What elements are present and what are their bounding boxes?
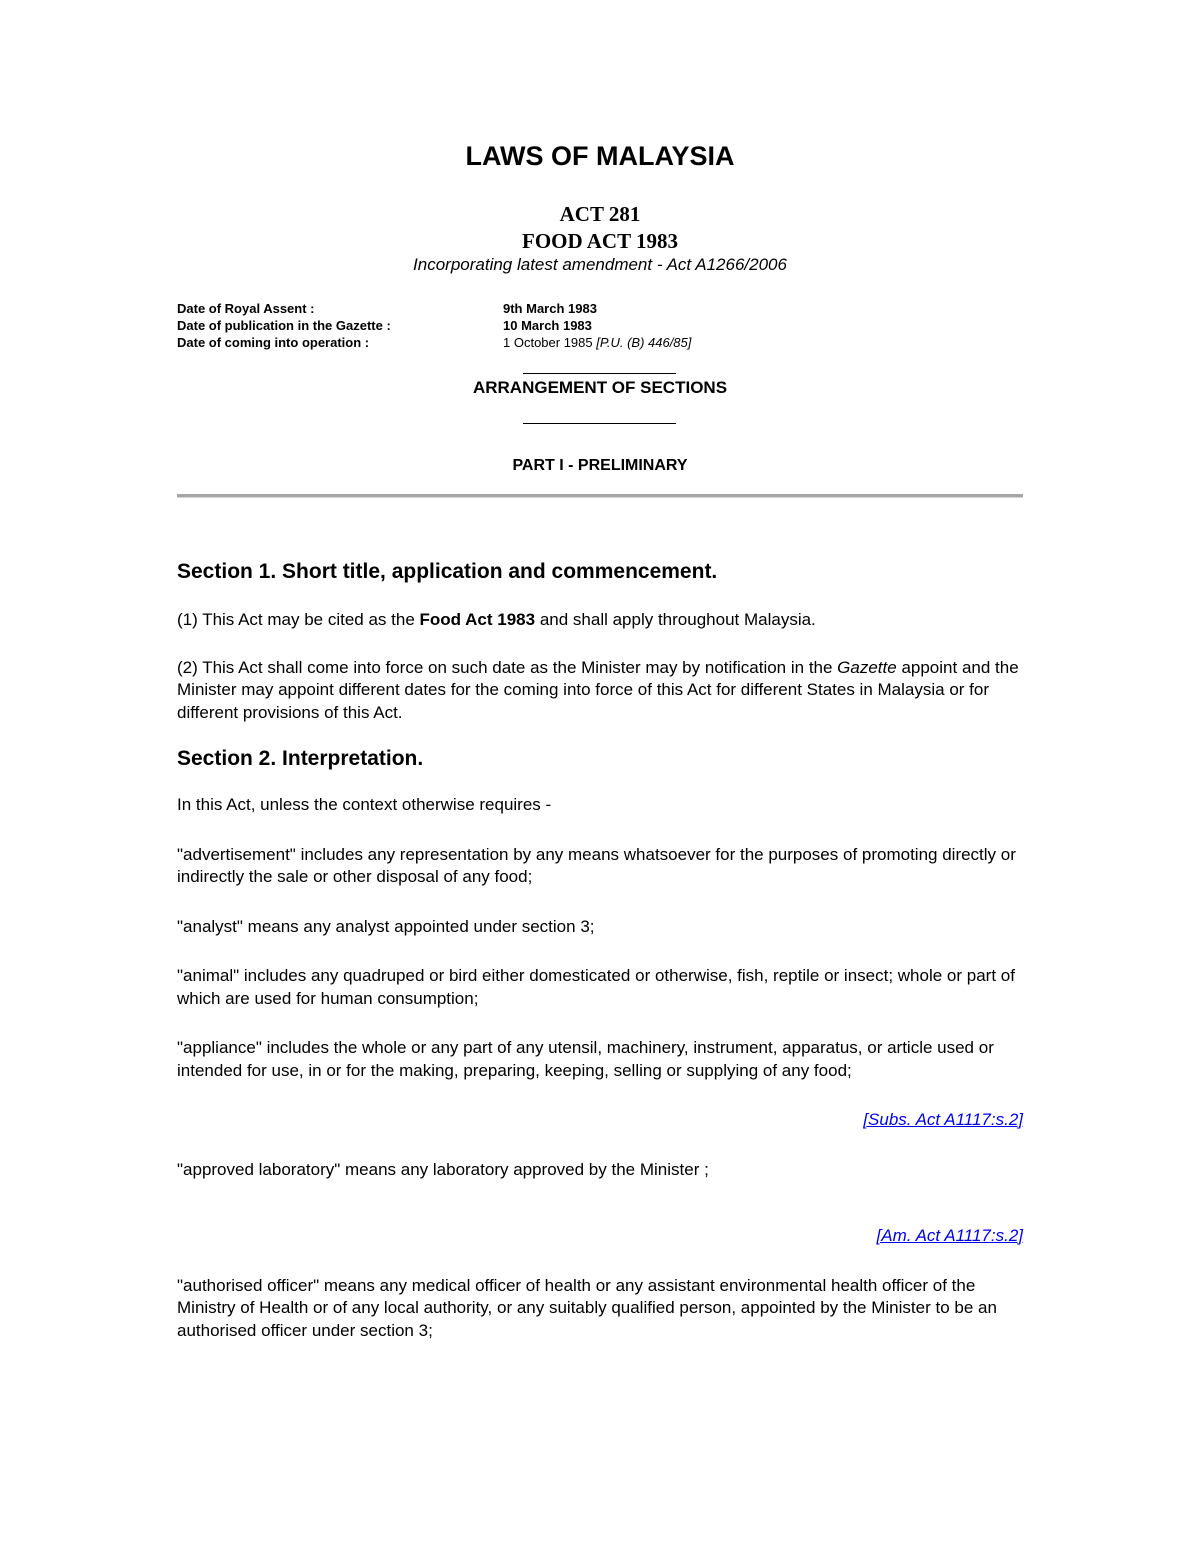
definition-advertisement: "advertisement" includes any representation by any means whatsoever for the purposes of promoting directly or indirectly the sale or other disposal of any food; (177, 844, 1016, 886)
date-label: Date of coming into operation : (177, 335, 370, 350)
document-body (177, 556, 1023, 1342)
amendment-reference-link[interactable] (177, 1109, 1023, 1132)
text-run-bold: Food Act 1983 (419, 610, 536, 629)
date-value (503, 334, 691, 351)
text-run: appoint and the Minister may appoint different dates for the coming into force of this Act for different States in Malaysia or for different provisions of this Act. (177, 657, 1019, 722)
date-row-operation (177, 334, 877, 351)
text-run-italic: Gazette (837, 657, 897, 677)
definition-animal: "animal" includes any quadruped or bird either domesticated or otherwise, fish, reptile or insect; whole or part of which are used for human consumption; (177, 966, 1015, 1008)
date-row-publication (177, 317, 877, 334)
divider-bottom (523, 423, 676, 424)
dates-table (177, 300, 877, 351)
section-2-heading: Section 2. Interpretation. (177, 747, 424, 770)
date-value: 10 March 1983 (503, 318, 592, 333)
date-value-note: [P.U. (B) 446/85] (596, 335, 692, 350)
amendment-reference-link[interactable] (177, 1225, 1023, 1248)
arrangement-heading: ARRANGEMENT OF SECTIONS (472, 378, 728, 397)
section-1-paragraph-2 (177, 657, 1023, 725)
document-title: LAWS OF MALAYSIA (465, 141, 735, 171)
horizontal-rule (177, 494, 1023, 498)
section-1-paragraph-1 (177, 609, 1023, 632)
definition-appliance: "appliance" includes the whole or any part of any utensil, machinery, instrument, apparatus, or article used or intended for use, in or for the making, preparing, keeping, selling or supplying of any food; (177, 1038, 994, 1080)
amendment-reference-text[interactable]: [Am. Act A1117:s.2] (876, 1226, 1023, 1245)
date-label: Date of publication in the Gazette : (177, 318, 391, 333)
date-row-royal-assent (177, 300, 877, 317)
text-run: (1) This Act may be cited as the (177, 610, 420, 629)
definition-approved-laboratory: "approved laboratory" means any laboratory approved by the Minister ; (177, 1159, 709, 1179)
part-heading: PART I - PRELIMINARY (512, 457, 688, 474)
definition-authorised-officer: "authorised officer" means any medical officer of health or any assistant environmental health officer of the Ministry of Health or of any local authority, or any suitably qualified person, appointed by the Minister to be an authorised officer under section 3; (177, 1275, 997, 1340)
text-run: and shall apply throughout Malaysia. (535, 610, 816, 629)
divider-top (523, 373, 676, 374)
date-value-text: 1 October 1985 (503, 335, 597, 350)
amendment-reference-text[interactable]: [Subs. Act A1117:s.2] (863, 1110, 1023, 1129)
amendment-note: Incorporating latest amendment - Act A1266/2006 (413, 255, 787, 274)
section-1-heading: Section 1. Short title, application and commencement. (177, 560, 718, 583)
definition-analyst: "analyst" means any analyst appointed under section 3; (177, 916, 595, 936)
text-run: (2) This Act shall come into force on such date as the Minister may by notification in the (177, 657, 838, 677)
act-number: ACT 281 (559, 202, 641, 226)
date-value: 9th March 1983 (503, 301, 597, 316)
section-2-intro: In this Act, unless the context otherwise requires - (177, 795, 552, 814)
act-name: FOOD ACT 1983 (522, 229, 678, 253)
date-label: Date of Royal Assent : (177, 301, 315, 316)
